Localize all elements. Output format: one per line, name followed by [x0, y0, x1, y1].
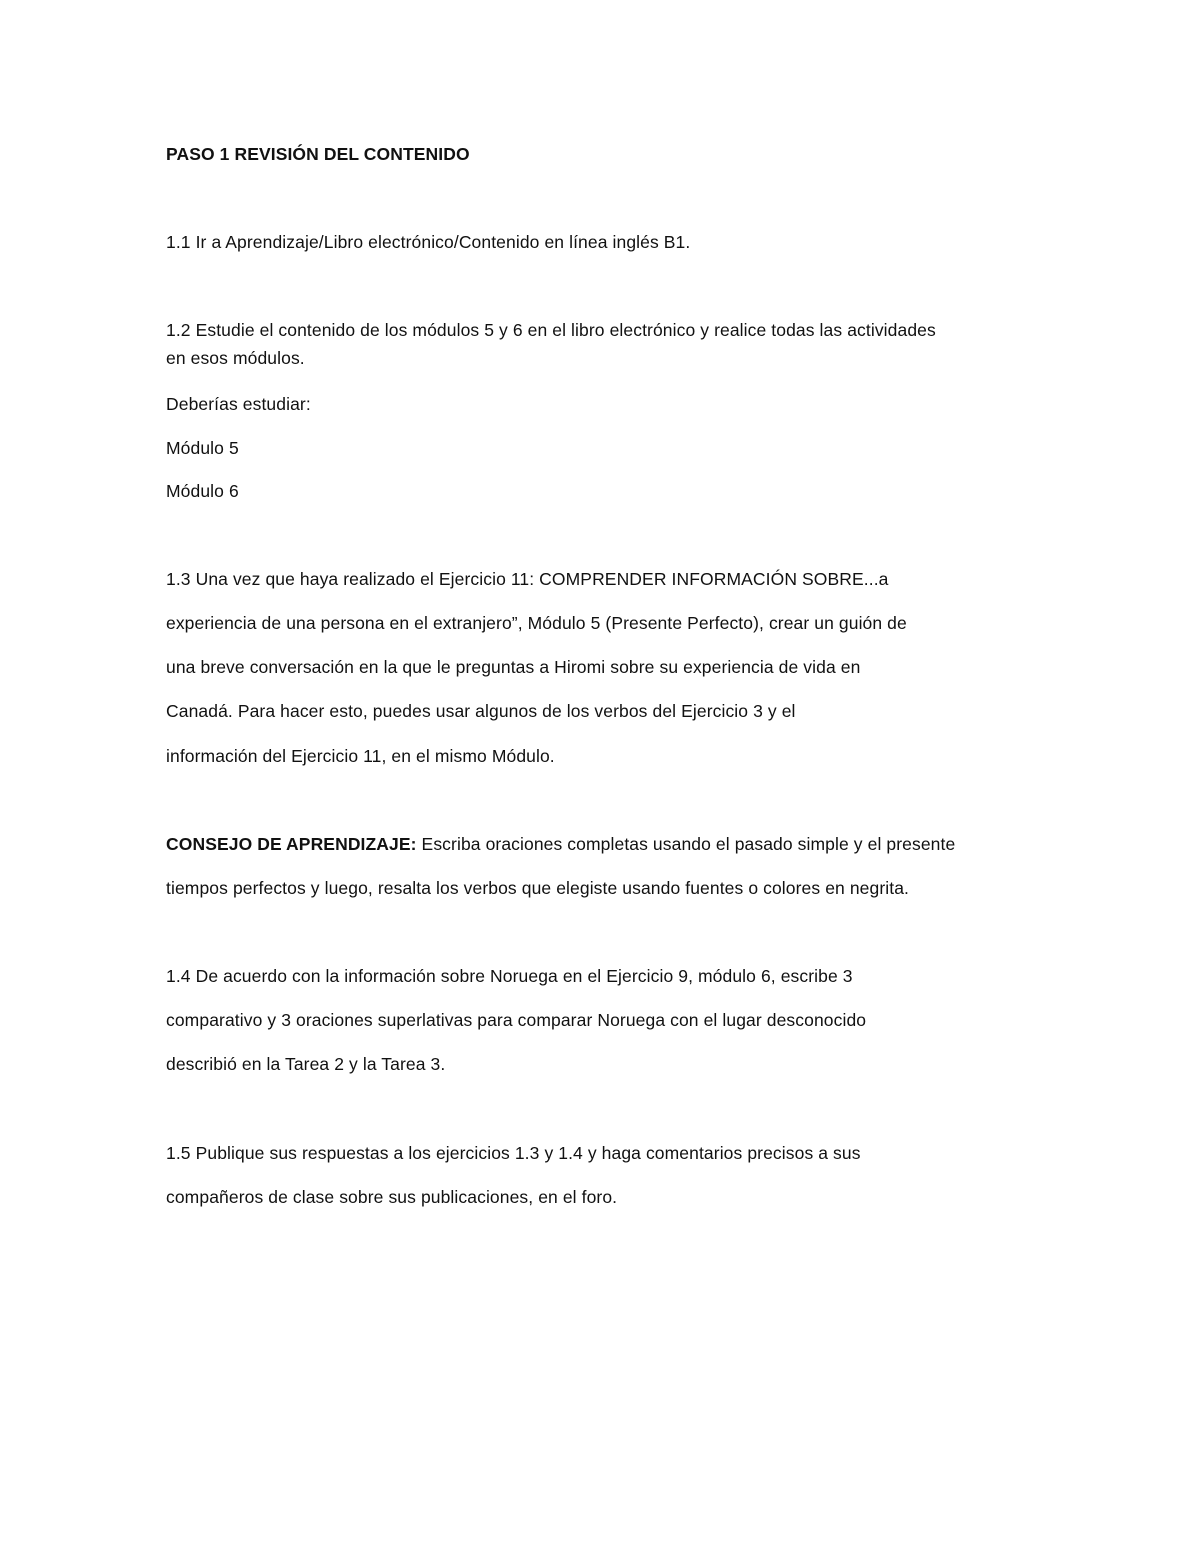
- item-1-3-line-4: Canadá. Para hacer esto, puedes usar algunos de los verbos del Ejercicio 3 y el: [166, 701, 796, 721]
- module-5-label: Módulo 5: [166, 438, 239, 458]
- tip-text: Escriba oraciones completas usando el pasado simple y el presente: [416, 834, 956, 854]
- study-intro: Deberías estudiar:: [166, 394, 311, 414]
- item-1-3-line-3: una breve conversación en la que le preguntas a Hiromi sobre su experiencia de vida en: [166, 657, 861, 677]
- item-1-4-line-3: describió en la Tarea 2 y la Tarea 3.: [166, 1054, 446, 1074]
- item-1-2-line-2: en esos módulos.: [166, 348, 305, 368]
- item-1-4-line-1: 1.4 De acuerdo con la información sobre Noruega en el Ejercicio 9, módulo 6, escribe 3: [166, 966, 853, 986]
- item-1-3-line-5: información del Ejercicio 11, en el mismo Módulo.: [166, 746, 555, 766]
- item-1-3-line-2: experiencia de una persona en el extranjero”, Módulo 5 (Presente Perfecto), crear un guión de: [166, 613, 907, 633]
- item-1-2-line-1: 1.2 Estudie el contenido de los módulos 5 y 6 en el libro electrónico y realice todas las actividades: [166, 320, 936, 340]
- tip-label: CONSEJO DE APRENDIZAJE:: [166, 834, 417, 854]
- item-1-5-line-1: 1.5 Publique sus respuestas a los ejercicios 1.3 y 1.4 y haga comentarios precisos a sus: [166, 1143, 861, 1163]
- module-6-label: Módulo 6: [166, 481, 239, 501]
- tip-line-2: tiempos perfectos y luego, resalta los verbos que elegiste usando fuentes o colores en negrita.: [166, 878, 909, 898]
- item-1-3-line-1: 1.3 Una vez que haya realizado el Ejercicio 11: COMPRENDER INFORMACIÓN SOBRE...a: [166, 569, 889, 589]
- item-1-4-line-2: comparativo y 3 oraciones superlativas para comparar Noruega con el lugar desconocido: [166, 1010, 867, 1030]
- item-1-5-line-2: compañeros de clase sobre sus publicaciones, en el foro.: [166, 1187, 618, 1207]
- tip-line-1: [166, 832, 955, 856]
- item-1-1: 1.1 Ir a Aprendizaje/Libro electrónico/Contenido en línea inglés B1.: [166, 232, 691, 252]
- page-heading: PASO 1 REVISIÓN DEL CONTENIDO: [166, 144, 470, 164]
